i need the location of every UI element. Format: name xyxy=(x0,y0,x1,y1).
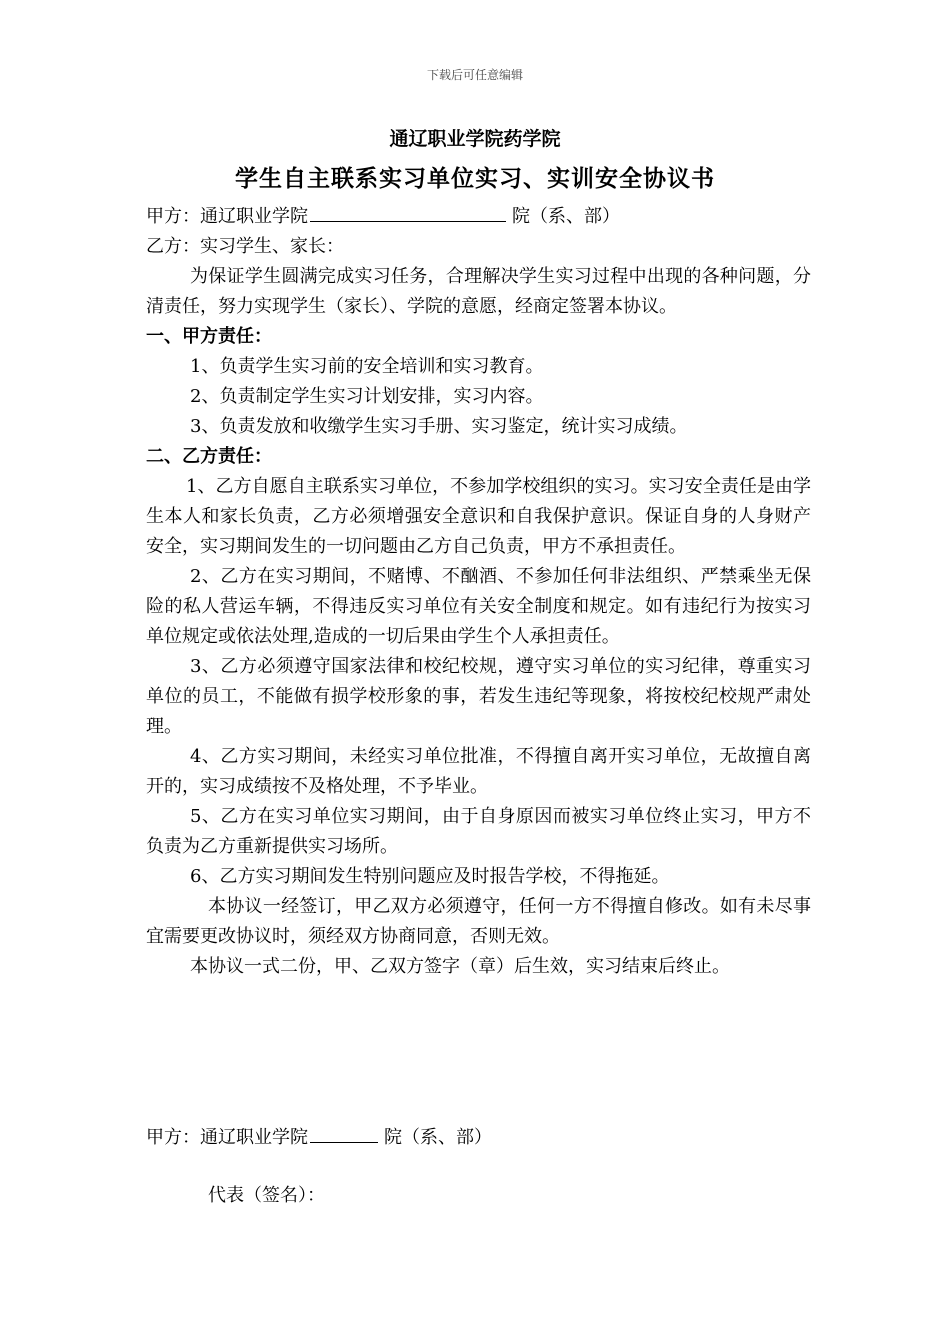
section2-item: 3、乙方必须遵守国家法律和校纪校规，遵守实习单位的实习纪律，尊重实习单位的员工，不能做有损学校形象的事，若发生违纪等现象，将按校纪校规严肃处理。 xyxy=(146,656,811,737)
section2-item: 1、乙方自愿自主联系实习单位，不参加学校组织的实习。实习安全责任是由学生本人和家长负责，乙方必须增强安全意识和自我保护意识。保证自身的人身财产安全，实习期间发生的一切问题由乙方自己负责，甲方不承担责任。 xyxy=(146,476,811,557)
section1-heading: 一、甲方责任： xyxy=(146,326,272,347)
signature-department-blank-field[interactable] xyxy=(310,1120,378,1143)
section2-item: 2、乙方在实习期间，不赌博、不酗酒、不参加任何非法组织、严禁乘坐无保险的私人营运车辆，不得违反实习单位有关安全制度和规定。如有违纪行为按实习单位规定或依法处理,造成的一切后果由学生个人承担责任。 xyxy=(146,566,811,647)
party-a-suffix: 院（系、部） xyxy=(512,206,620,227)
party-a-line xyxy=(146,199,811,232)
section2-heading: 二、乙方责任： xyxy=(146,446,272,467)
signature-party-a-line xyxy=(146,1120,811,1153)
party-b-line: 乙方：实习学生、家长： xyxy=(146,236,344,257)
closing-paragraph: 本协议一式二份，甲、乙双方签字（章）后生效，实习结束后终止。 xyxy=(190,956,730,977)
section1-item: 1、负责学生实习前的安全培训和实习教育。 xyxy=(190,356,544,377)
party-a-prefix: 甲方：通辽职业学院 xyxy=(146,206,308,227)
department-blank-field[interactable] xyxy=(310,199,506,222)
signature-party-a-prefix: 甲方：通辽职业学院 xyxy=(146,1127,308,1148)
signature-block xyxy=(146,1120,811,1211)
section2-item: 6、乙方实习期间发生特别问题应及时报告学校，不得拖延。 xyxy=(190,866,670,887)
section1-item: 2、负责制定学生实习计划安排，实习内容。 xyxy=(190,386,544,407)
closing-paragraph: 本协议一经签订，甲乙双方必须遵守，任何一方不得擅自修改。如有未尽事宜需要更改协议时，须经双方协商同意，否则无效。 xyxy=(146,896,811,947)
intro-paragraph: 为保证学生圆满完成实习任务，合理解决学生实习过程中出现的各种问题，分清责任，努力实现学生（家长）、学院的意愿，经商定签署本协议。 xyxy=(146,266,811,317)
section2-item: 4、乙方实习期间，未经实习单位批准，不得擅自离开实习单位，无故擅自离开的，实习成绩按不及格处理，不予毕业。 xyxy=(146,746,811,797)
agreement-body xyxy=(146,199,811,982)
org-title: 通辽职业学院药学院 xyxy=(389,128,561,150)
section2-item: 5、乙方在实习单位实习期间，由于自身原因而被实习单位终止实习，甲方不负责为乙方重新提供实习场所。 xyxy=(146,806,811,857)
document-title: 学生自主联系实习单位实习、实训安全协议书 xyxy=(235,165,715,192)
header-note: 下载后可任意编辑 xyxy=(426,68,523,82)
section1-item: 3、负责发放和收缴学生实习手册、实习鉴定，统计实习成绩。 xyxy=(190,416,688,437)
representative-signature-label: 代表（签名）： xyxy=(208,1185,325,1206)
signature-party-a-suffix: 院（系、部） xyxy=(384,1127,492,1148)
